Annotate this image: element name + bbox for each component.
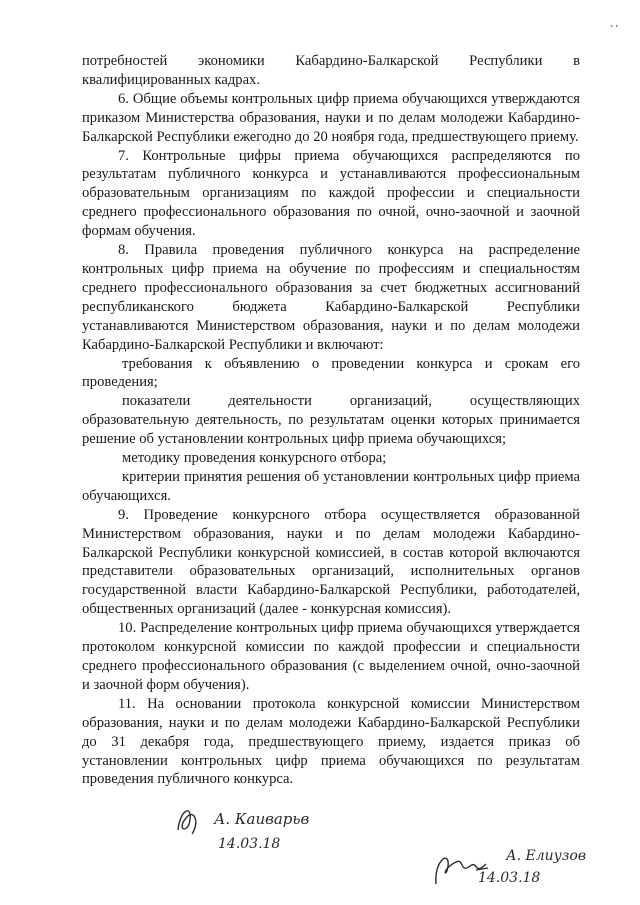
signature-scribble-left	[170, 800, 210, 840]
document-body	[82, 52, 580, 789]
paragraph-7: 7. Контрольные цифры приема обучающихся распределяются по результатам публичного конкурса и устанавливаются профессиональным образовательным организациям по каждой профессии и специальности среднего профессионального образования по очной, очно-заочной и заочной формам обучения.	[82, 147, 580, 240]
signature-left-name: А. Каиварьв	[214, 810, 310, 828]
list-item-indicators: показатели деятельности организаций, осуществляющих образовательную деятельность, по результатам оценки которых принимается решение об установлении контрольных цифр приема обучающихся;	[82, 393, 580, 448]
paragraph-9: 9. Проведение конкурсного отбора осуществляется образованной Министерством образования, науки и по делам молодежи Кабардино-Балкарской Республики конкурсной комиссией, в состав которой включаются представители образовательных организаций, исполнительных органов государственной власти Кабардино-Балкарской Республики, работодателей, общественных организаций (далее - конкурсная комиссия).	[82, 506, 580, 618]
list-item-methodology: методику проведения конкурсного отбора;	[122, 450, 387, 467]
signature-right-date: 14.03.18	[478, 870, 541, 886]
list-item-requirements: требования к объявлению о проведении конкурса и срокам его проведения;	[82, 355, 580, 391]
paragraph-11: 11. На основании протокола конкурсной комиссии Министерством образования, науки и по делам молодежи Кабардино-Балкарской Республики до 31 декабря года, предшествующего приему, издается приказ об установлении контрольных цифр приема обучающихся по результатам проведения публичного конкурса.	[82, 695, 580, 788]
corner-marks: , ,	[610, 18, 618, 29]
signature-left-date: 14.03.18	[218, 836, 281, 852]
paragraph-8: 8. Правила проведения публичного конкурса на распределение контрольных цифр приема на обучение по профессиям и специальностям среднего профессионального образования за счет бюджетных ассигнований республиканского бюджета Кабардино-Балкарской Республики устанавливаются Министерством образования, науки и по делам молодежи Кабардино-Балкарской Республики и включают:	[82, 242, 580, 353]
paragraph-6: 6. Общие объемы контрольных цифр приема обучающихся утверждаются приказом Министерства образования, науки и по делам молодежи Кабардино-Балкарской Республики ежегодно до 20 ноября года, предшествующего приему.	[82, 90, 580, 145]
paragraph-10: 10. Распределение контрольных цифр приема обучающихся утверждается протоколом конкурсной комиссии по каждой профессии и специальности среднего профессионального образования (с выделением очной, очно-заочной и заочной форм обучения).	[82, 620, 580, 693]
list-item-criteria: критерии принятия решения об установлении контрольных цифр приема обучающихся.	[82, 468, 580, 504]
signature-right-name: А. Елиузов	[506, 848, 586, 864]
paragraph-continuation: потребностей экономики Кабардино-Балкарской Республики в квалифицированных кадрах.	[82, 53, 580, 88]
